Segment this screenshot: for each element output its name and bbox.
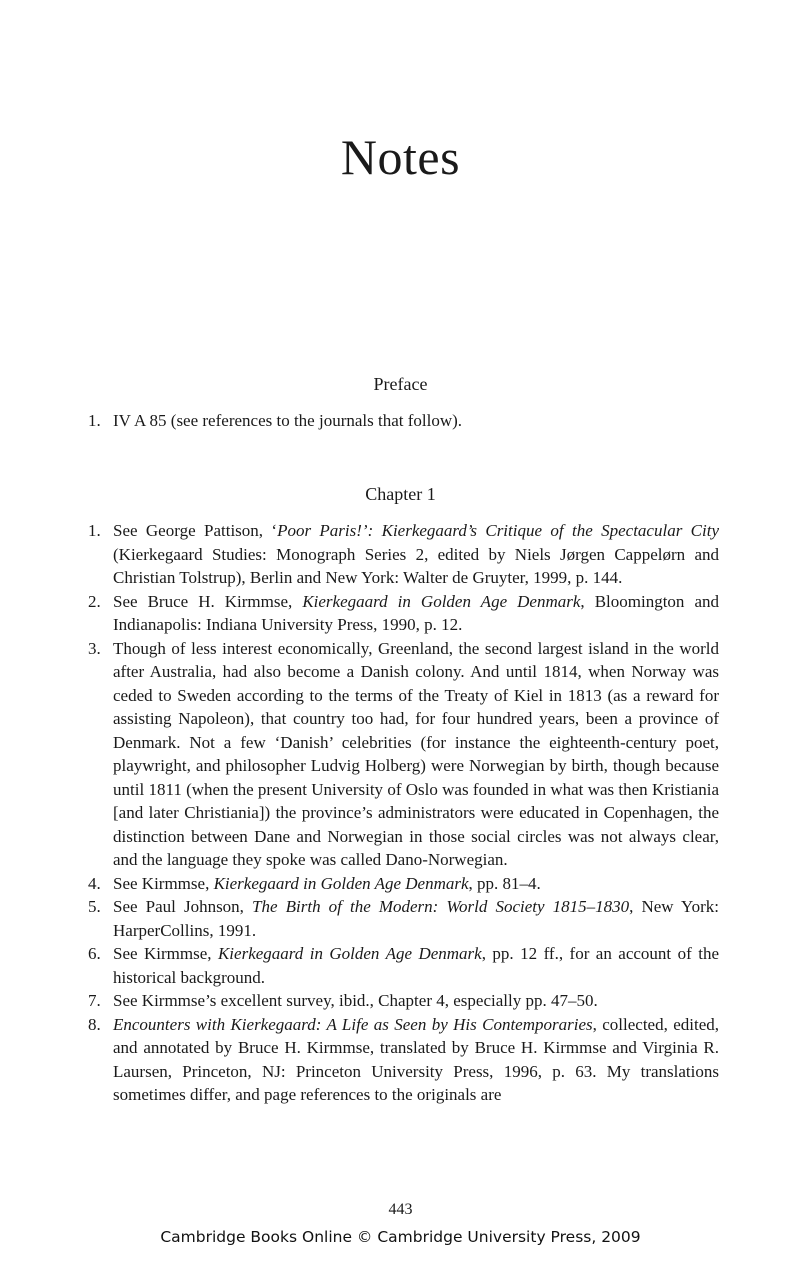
- copyright-footer: Cambridge Books Online © Cambridge University Press, 2009: [160, 1228, 641, 1246]
- note-text: See Bruce H. Kirmmse,: [113, 591, 303, 611]
- note-number: 1.: [88, 521, 101, 540]
- note-item: [88, 1013, 719, 1107]
- note-text: (Kierkegaard Studies: Monograph Series 2, edited by Niels Jørgen Cappelørn and Christian Tolstrup), Berlin and New York: Walter de Gruyter, 1999, p. 144.: [113, 544, 719, 587]
- note-text: See Kirmmse,: [113, 944, 218, 963]
- note-item: [88, 590, 719, 637]
- note-item: [88, 895, 719, 942]
- note-text: IV A 85 (see references to the journals that follow).: [113, 411, 463, 430]
- section-heading-chapter-1: Chapter 1: [365, 484, 436, 504]
- note-title-italic: Kierkegaard in Golden Age Denmark: [217, 944, 482, 963]
- note-text: Though of less interest economically, Greenland, the second largest island in the world after Australia, had also become a Danish colony. And until 1814, when Norway was ceded to Sweden according to the terms of the Treaty of Kiel in 1813 (as a reward for assisting Napoleon), that country too had, for four hundred years, been a province of Denmark. Not a few ‘Danish’ celebrities (for instance the eighteenth-century poet, playwright, and philosopher Ludvig Holberg) were Norwegian by birth, though because until 1811 (when the present University of Oslo was founded in what was then Kristiania [and later Christiania]) the province’s administrators were educated in Copenhagen, the distinction between Dane and Norwegian in those social circles was not always clear, and the language they spoke was called Dano-Norwegian.: [113, 638, 719, 869]
- note-number: 3.: [88, 638, 101, 658]
- note-title-italic: Kierkegaard in Golden Age Denmark: [302, 591, 581, 611]
- note-title-italic: Kierkegaard in Golden Age Denmark: [213, 873, 469, 893]
- section-heading-preface: Preface: [373, 374, 428, 394]
- note-text: , New York: HarperCollins, 1991.: [113, 897, 719, 940]
- note-number: 1.: [88, 411, 101, 430]
- note-text: See Paul Johnson,: [113, 897, 253, 916]
- page-number: 443: [388, 1201, 413, 1218]
- note-item: [88, 637, 719, 872]
- note-item: [88, 519, 719, 590]
- note-number: 2.: [88, 591, 101, 611]
- note-text: See Kirmmse’s excellent survey, ibid., Chapter 4, especially pp. 47–50.: [113, 991, 598, 1010]
- note-item: [88, 989, 719, 1013]
- note-text: , Bloomington and Indianapolis: Indiana University Press, 1990, p. 12.: [113, 591, 720, 634]
- page-title: Notes: [340, 129, 461, 185]
- note-item: [88, 872, 719, 896]
- note-number: 8.: [88, 1014, 101, 1034]
- note-number: 5.: [88, 897, 101, 916]
- note-item: [88, 409, 719, 433]
- note-number: 7.: [88, 991, 101, 1010]
- note-number: 4.: [88, 873, 101, 893]
- note-number: 6.: [88, 944, 101, 963]
- note-text: See Kirmmse,: [113, 873, 214, 893]
- note-title-italic: The Birth of the Modern: World Society 1815–1830: [252, 897, 630, 916]
- chapter-1-notes-list: [88, 519, 719, 1107]
- note-text: , pp. 81–4.: [468, 873, 541, 893]
- preface-notes-list: [88, 409, 719, 433]
- note-text: See George Pattison, ‘: [113, 521, 278, 540]
- note-text: , pp. 12 ff., for an account of the historical background.: [113, 944, 719, 987]
- note-title-italic: Poor Paris!’: Kierkegaard’s Critique of the Spectacular City: [277, 521, 719, 540]
- note-text: , collected, edited, and annotated by Bruce H. Kirmmse, translated by Bruce H. Kirmmse and Virginia R. Laursen, Princeton, NJ: Princeton University Press, 1996, p. 63. My translations sometimes differ, and page references to the originals are: [113, 1014, 719, 1104]
- note-title-italic: Encounters with Kierkegaard: A Life as Seen by His Contemporaries: [113, 1014, 593, 1034]
- note-item: [88, 942, 719, 989]
